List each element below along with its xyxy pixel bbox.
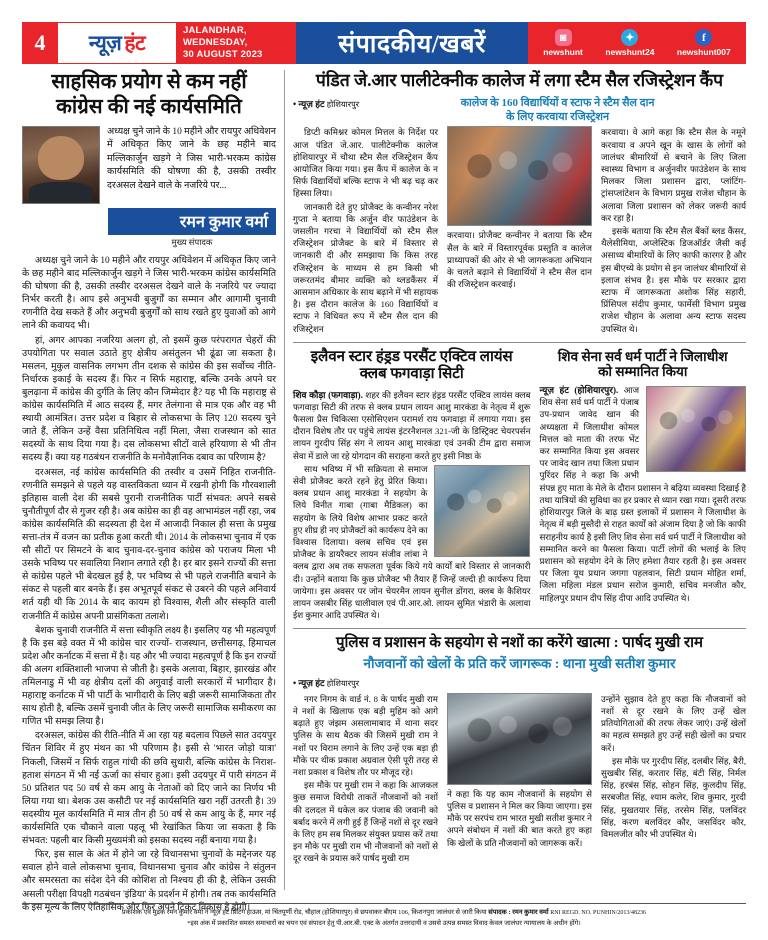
paragraph: करवाया। प्रोजैक्ट कन्वीनर ने बताया कि स्टैम सैल के बारे में विस्तारपूर्वक प्रस्तुति व कालेज प्राध्यापकों की ओर से भी जागरूकता अभियान के चलते बढ़ाने से विद्यार्थियों ने स्टैम सैल दान की रजिस्ट्रेशन करवाई।: [447, 230, 592, 290]
paragraph: जानकारी देते हुए प्रोजैक्ट के कन्वीनर नरेश गुप्ता ने बताया कि अर्जुन वीर फाउंडेशन के जसलीन गरचा ने विद्यार्थियों को स्टैम सैल रजिस्ट्रेशन प्रोजैक्ट के बारे में विस्तार से जानकारी दी और समझाया कि किस तरह रजिस्ट्रेशन के माध्यम से हम किसी भी जरूरतमंद बीमार व्यक्ति को थ्लडकैंसर में आसमान अधिकार के साथ बढ़ाने में भी सहायक है। इस दौरान कालेज के 160 विद्यार्थियों व स्टाफ ने विधिवत रूप में स्टैम सैल दान की रजिस्ट्रेशन: [293, 201, 438, 334]
paragraph: करवाया। वे आगे कहा कि स्टैम सैल के नमूने करवाया व अपने खून के खास के लोगों को जालंधर बीमारियों से बचाने के लिए जिला स्वास्थ्य विभाग व अर्जुनवीर फाउंडेशन के साथ मिलकर जिला प्रशासन द्वारा, प्लांटिंग-ट्रांसप्लांटेशन के विभाग प्रमुख राजेश चौहान के अलावा जिला प्रशासन को लेकर जरूरी कार्य कर रहा है।: [601, 127, 746, 223]
article-police-drugs: [293, 635, 746, 865]
mid-article-pair: [293, 349, 746, 623]
logo-text-primary: न्यूज़: [88, 31, 122, 55]
editorial-column: [22, 70, 284, 913]
lions-club-headline-line1: इलैवन स्टार हंड्रड परसैंट एक्टिव लायंस: [310, 348, 513, 365]
footer-editor: संपादक : रमन कुमार वर्मा: [488, 909, 549, 916]
social-twitter[interactable]: [605, 29, 654, 57]
shiv-sena-headline-line2: को सम्मानित किया: [598, 364, 688, 380]
lions-club-headline-line2: क्लब फगवाड़ा सिटी: [359, 366, 464, 383]
editorial-paragraph: अध्यक्ष चुने जाने के 10 महीने और रायपुर अधिवेशन में अधिकृत किए जाने के छह महीने बाद मल्लिकार्जुन खड़गे ने जिस भारी-भरकम कांग्रेस कार्यसमिति की घोषणा की है, उसकी तस्वीर दरअसल देखने वाले के नजरिये पर ज्यादा निर्भर करती है। आप इसे अनुभवी बुजुर्गों का सम्मान और आगामी चुनावी रणनीति देख सकते हैं और अनुभवी बुजुर्गों को साथ रखते हुए युवाओं को आगे लाने की कवायद भी।: [22, 256, 276, 332]
page-number: 4: [22, 22, 58, 64]
editor-portrait: [22, 126, 100, 204]
editorial-paragraph: फिर, इस साल के अंत में होने जा रहे विधानसभा चुनावों के मद्देनजर यह सवाल होने वाले लोकसभा चुनाव, विधानसभा चुनाव और कांग्रेस ने संतुलन और समरसता का संदेश देने की कोशिश तो निश्चय ही की है, लेकिन उसकी असली परीक्षा विपक्षी गठबंधन 'इंडिया' के प्रदर्शन में होगी। तब तक कार्यसमिति के इस मूल्य के लिए ऐतिहासिक और फिर अपने टिकट विकास है होगी।: [22, 850, 276, 913]
editorial-paragraph: बेशक चुनावी राजनीति में सत्ता स्वीकृति लक्ष्य है। इसलिए यह भी महत्वपूर्ण है कि इस बड़े वक्त में भी कांग्रेस चार राज्यों- राजस्थान, छत्तीसगढ़, हिमाचल प्रदेश और कर्नाटक में सत्ता में है। यह और भी ज्यादा महत्वपूर्ण है कि इन राज्यों की अलग शक्तिशाली भाजपा से जीती है। इसके अलावा, बिहार, झारखंड और तमिलनाडु में भी वह क्षेत्रीय दलों की अगुवाई वाली सरकारों में भागीदार है। महाराष्ट्र कर्नाटक में भी पार्टी के भागीदारी के लिए बड़ी जरूरी सामाजिकता तौर साथ होती है, बल्कि उसमें चुनावी जीत के लिए जरूरी सामाजिक समीकरण का गणित भी समझ लिया है।: [22, 625, 276, 728]
credit-city: होशियारपुर: [326, 678, 360, 688]
police-drugs-body-col3: [601, 693, 746, 866]
credit-brand: • न्यूज़ हंट: [293, 677, 325, 688]
paragraph: नगर निगम के वार्ड नं. 8 के पार्षद मुखी राम ने नशों के खिलाफ एक बड़ी मुहिम को आगे बढ़ाते हुए जंझम असलामाबाद में थाना सदर पुलिस के साथ बैठक की जिसमें मुखी राम ने नशों पर विराम लगाने के लिए उन्हें एक बड़ा ही मौके पर थीक प्रकाश अग्रवाल ऐसी पूरी तरह से नशा प्रकाश व विशेष तौर पर मौजूद रहे।: [293, 693, 438, 777]
page-footer: [22, 903, 746, 928]
paragraph: इस मौके पर गुरदीप सिंह, दलबीर सिंह, बैरी, सुखबीर सिंह, करतार सिंह, बंटी सिंह, निर्मल सिंह, हरबंस सिंह, सोहन सिंह, कुलदीप सिंह, सरबजीत सिंह, श्याम कलेर, शिव कुमार, गुरदी सिंह, मुखतयार सिंह, तरसेम सिंह, पलविंदर सिंह, करण बलविंदर कौर, जसविंदर कौर, विमलजीत कौर भी उपस्थित थे।: [601, 755, 746, 840]
shiv-sena-credit: न्यूज़ हंट (होशियारपुर).: [539, 385, 619, 396]
facebook-icon: f: [695, 29, 712, 46]
paragraph: इसके बताया कि स्टैम सैल बैंकों ब्लड कैंसर, थैलेसीमिया, अप्लेस्टिक डिजऑर्डर जैसी कई असाध्य बीमारियों के लिए काफी कारगर है और इस बीएच्ये के प्रयोग से इन जालंधर बीमारियों से इलाज संभव है। इस मौके पर सरकार द्वारा स्टाफ में जागरूकता अशोक सिंह सहारी, प्रिंसिपल संदीप कुमार, फार्मेसी विभाग प्रमुख राजेश चौहान के अलावा अन्य स्टाफ सदस्य उपस्थित थे।: [601, 225, 746, 334]
news-column: [284, 70, 746, 890]
twitter-icon: ✦: [621, 29, 638, 46]
shiv-sena-body: [539, 384, 746, 604]
lions-club-credit: शिव कौड़ा (फगवाड़ा).: [293, 389, 363, 400]
editor-role: मुख्य संपादक: [171, 237, 213, 247]
stem-cell-subhead-line2: के लिए करवाया रजिस्ट्रेशन: [506, 111, 610, 124]
credit-brand: • न्यूज़ हंट: [293, 99, 325, 110]
instagram-icon: ◙: [555, 29, 572, 46]
social-instagram[interactable]: [543, 29, 583, 57]
paragraph: उन्होंने सुझाव देते हुए कहा कि नौजवानों को नशों से दूर रखने के लिए उन्हें खेल प्रतियोगिताओं की तरफ लेकर जाएं। उन्हें खेलों का महत्व समझते हुए उन्हें सही खेलों का प्रचार करें।: [601, 693, 746, 753]
footer-registration: RNI REGD. NO. PUNHIN/2013/48236: [550, 910, 647, 916]
instagram-handle: newshunt: [543, 47, 583, 57]
police-drugs-subhead: नौजवानों को खेलों के प्रति करें जागरूक : थाना मुखी सतीश कुमार: [363, 655, 676, 671]
stem-cell-subhead: [369, 96, 746, 124]
divider: [293, 628, 746, 629]
masthead: [22, 22, 746, 64]
paragraph: साथ भविष्य में भी सक्रियता से समाज सेवी प्रोजैक्ट करते रहने हेतु प्रेरित किया। क्लब प्रधान आशु मारकंडा ने सहयोग के लिये विनीत गाबा (गाबा मैडिकल) का सहयोग के लिये विशेष आभार प्रकट करते हुए शीघ्र ही नए प्रोजैक्टों को कार्यरूप देने का विश्वास दिलाया। क्लब सचिव एवं इस प्रोजैक्ट के डायरैक्टर लायन संजीव लांबा ने क्लब द्वारा अब तक सफलता पूर्वक किये गये कार्यों बारे विस्तार से जानकारी दी। उन्होंने बताया कि कुछ प्रोजैक्ट भी तैयार हैं जिन्हें जल्दी ही कार्यरूप दिया जायेगा। इस अवसर पर जोन चेयरमैन लायन सुनील डोंगरा, क्लब के कैशियर लायन जसबीर सिंह धालीवाल एवं पी.आर.ओ. लायन सुमित भंडारी के अलावा ईश कुमार आदि उपस्थित थे।: [293, 463, 531, 621]
divider: [293, 342, 746, 343]
lions-club-lead: [293, 389, 530, 462]
newspaper-logo: [58, 22, 176, 64]
shiv-sena-headline: [539, 349, 746, 380]
logo-text-secondary: हंट: [124, 31, 146, 55]
section-title: संपादकीय/खबरें: [296, 22, 528, 64]
dateline-line2: 30 AUGUST 2023: [183, 49, 263, 60]
article-shiv-sena: [539, 349, 746, 623]
credit-city: होशियारपुर: [326, 100, 360, 110]
paragraph: इस मौके पर मुखी राम ने कहा कि आजकल कुछ समाज विरोधी ताकतें नौजवानों को नशों की दलदल में धकेल कर पंजाब की जवानी को बर्बाद करने में लगी हुई हैं जिन्हें नशों से दूर रखने के लिए हम सब मिलकर संयुक्त प्रयास करें तथा इन मौके पर मुखी राम भी नौजवानों को नशों से दूर रखने के प्रयास करें पार्षद मुखी राम: [293, 780, 438, 864]
paragraph: डिप्टी कमिश्नर कोमल मित्तल के निर्देश पर आज पंडित जे.आर. पालीटेक्नीक कालेज होशियारपुर में चौथा स्टैम सैल रजिस्ट्रेशन कैंप आयोजित किया गया। इस कैंप में कालेज के न सिर्फ विद्यार्थियों बल्कि स्टाफ ने भी बढ़ चढ़ कर हिस्सा लिया।: [293, 127, 438, 199]
editorial-intro: [22, 126, 276, 204]
lions-club-headline: [293, 349, 530, 384]
footer-publisher: प्रकाशक एवं मुद्रक रमन कुमार वर्मा ने न्यूज़ हंट प्रिंटिंग हाऊस, मां चिंतपूर्णी रोड, चौहाल (होशियारपुर) से छपवाकर बीएम 106, किशनपुरा जालंधर से जारी किया: [121, 909, 487, 916]
facebook-handle: newshunt007: [676, 47, 731, 57]
editorial-paragraph: दरअसल, कांग्रेस की रीति-नीति में आ रहा यह बदलाव पिछले सात उदयपुर चिंतन शिविर में हुए मंथन का भी परिणाम है। इसी से 'भारत जोड़ो यात्रा' निकली, जिसमें न सिर्फ राहुल गांधी की छवि सुधारी, बल्कि कांग्रेस के निराश-हताश संगठन में भी नई ऊर्जा का संचार हुआ। इसी उदयपुर में पारी संगठन में 50 प्रतिशत पद 50 वर्ष से कम आयु के नेताओं को दिए जाने का निर्णय भी लिया गया था। बेशक उस कसौटी पर नई कार्यसमिति खरा नहीं उतरती है। 39 सदस्यीय मूल कार्यसमिति में मात्र तीन ही 50 वर्ष से कम आयु के हैं, मगर नई कार्यसमिति एक चौकाने वाला पहलू भी रेखांकित किया जा सकता है कि संभवत: पहली बार किसी मुख्यमंत्री को इसका सदस्य नहीं बनाया गया है।: [22, 731, 276, 847]
stem-cell-credit: [293, 97, 359, 110]
dateline-line1: JALANDHAR, WEDNESDAY,: [183, 25, 248, 48]
twitter-handle: newshunt24: [605, 47, 655, 57]
police-drugs-credit: [293, 676, 746, 689]
footer-imprint-line: [22, 908, 746, 919]
stem-cell-subhead-line1: कालेज के 160 विद्यार्थियों व स्टाफ ने स्टैम सैल दान: [460, 97, 655, 110]
stem-cell-body-col3: [601, 126, 746, 335]
editorial-paragraph: दरअसल, नई कांग्रेस कार्यसमिति की तस्वीर व उसमें निहित राजनीति-रणनीति समझने से पहले यह वास्तविकता ध्यान में रखनी होगी कि गौरवशाली इतिहास वाली देश की सबसे पुरानी राजनीतिक पार्टी संभवत: अपने सबसे चुनौतीपूर्ण दौर से गुजर रही है। अब कांग्रेस का ही वह आभामंडल नहीं रहा, जब कांग्रेस कार्यसमिति की सदस्यता ही देश में आजादी निकाल ही सत्ता के प्रमुख सत्ता-तंत्र में वजन का प्रतीक हुआ करती थी। 2014 के लोकसभा चुनाव में एक सौ सीटों पर सिमटने के बाद चुनाव-दर-चुनाव कांग्रेस को पराजय मिला भी उसके भविष्य पर सवालिया निशान लगाते रही है। हर बार इसने राज्यों की सत्ता से कांग्रेस पहले भी बेदखल हुई है, पर भविष्य से भी पहले राजनीति बचाने के संकट से पहली बार बनके हैं। इस अभूतपूर्व संकट से उबरने की पहले अनिवार्य शर्त यही थी कि 2014 के बाद कायम हो विश्वास, शैली और संस्कृति वाली राजनीति में कांग्रेस अपनी प्रासंगिकता तलाशे।: [22, 467, 276, 622]
article-lions-club: [293, 349, 530, 623]
paragraph: आज शिव सेना सर्व धर्म पार्टी ने पंजाब उप-प्रधान जावेद खान की अध्यक्षता में जिलाधीश कोमल मित्तल को माता की तरफ भेंट कर सम्मानित किया इस अवसर पर जावेद खान तथा जिला प्रधान पुरिंदर सिंह ने कहा कि अभी संपन्न हुए माता के मेले के दौरान प्रशासन ने बढ़िया व्यवस्था दिखाई है तथा यात्रियों की सुविधा का हर प्रकार से ध्यान रखा गया। दूसरी तरफ होशियारपुर जिले के बाढ़ ग्रस्त इलाकों में प्रशासन ने जिलाधीश के नेतृत्व में बड़ी मुस्तैदी से राहत कार्यों को अंजाम दिया है जो कि काफी सराहनीय कार्य है इसी लिए शिव सेना सर्व धर्म पार्टी ने जिलाधीश को सम्मानित करने का फैसला किया। पार्टी लोगों की भलाई के लिए प्रशासन को सहयोग देने के लिए हमेशा तैयार रहती है। इस अवसर पर जिला यूथ प्रधान जगगा पहलवान, सिटी प्रधान मोहित शर्मा, जिला महिला मंडल प्रधान सरोज कुमारी, सचिव मनजीत कौर, माहिलपुर प्रधान दीप सिंह दीपा आदि उपस्थित थे।: [539, 385, 746, 603]
editorial-body: [22, 255, 276, 915]
police-drugs-body-col2: [447, 693, 592, 866]
police-group-photo: [447, 693, 592, 785]
stem-cell-camp-photo: [447, 126, 592, 226]
police-drugs-body-col1: [293, 693, 438, 866]
police-drugs-headline: पुलिस व प्रशासन के सहयोग से नशों का करेंगे खात्मा : पार्षद मुखी राम: [336, 635, 703, 652]
footer-legal-line: *इस अंक में प्रकाशित समस्त समाचारों का चयन एवं संपादन हेतु पी.आर.बी. एक्ट के अंतर्गत उत्तरदायी व उससे उत्पन्न समस्त विवाद केवल जालंधर न्यायालय के अधीन होंगे।: [187, 919, 581, 927]
editorial-headline: [22, 70, 276, 120]
editorial-lede: अध्यक्ष चुने जाने के 10 महीने और रायपुर अधिवेशन में अधिकृत किए जाने के छह महीने बाद मल्लिकार्जुन खड़गे ने जिस भारी-भरकम कांग्रेस कार्यसमिति की घोषणा की है, उसकी तस्वीर दरअसल देखने वाले के नजरिये पर...: [107, 127, 276, 191]
paragraph: शहर की इलैवन स्टार हंड्रड परसैंट एक्टिव लायंस क्लब फगवाड़ा सिटी की तरफ से क्लब प्रधान लायन आशु मारकंडा के नेतृत्व में शुरू फैसला प्रैस चिकित्सा एसोसिएशन परामर्श राय फगवाड़ा में लगाया गया। इस दौरान विशेष तौर पर पहुंचे लायंस इंटरनैशनल 321-जी के डिस्ट्रिक्ट चेयरपर्सन लायन गुरदीप सिंह संग ने लायन आशु मारकंडा एवं उनकी टीम द्वारा समाज सेवा में डाले जा रहे योगदान की सराहना करते हुए इसी निष्ठा के: [293, 389, 531, 461]
stem-cell-body-col1: [293, 126, 438, 335]
dateline: [176, 22, 296, 64]
editorial-headline-line1: साहसिक प्रयोग से कम नहीं: [51, 71, 247, 93]
stem-cell-headline: पंडित जे.आर पालीटेक्नीक कालेज में लगा स्टैम सैल रजिस्ट्रेशन कैंप: [315, 70, 724, 90]
paragraph: ने कहा कि यह काम नौजवानों के सहयोग से पुलिस व प्रशासन ने मिल कर किया जाएगा। इस मौके पर सरपंच राम भारत मुखी सतीश कुमार ने अपने संबोधन में नशों की बात करते हुए कहा कि खेलों के प्रति नौजवानों को जागरूक करें।: [447, 788, 592, 848]
social-links: [528, 22, 746, 64]
shiv-sena-headline-line1: शिव सेना सर्व धर्म पार्टी ने जिलाधीश: [557, 348, 728, 364]
social-facebook[interactable]: [677, 29, 731, 57]
editor-name: रमन कुमार वर्मा: [108, 208, 276, 235]
article-stem-cell: [293, 70, 746, 336]
stem-cell-body-col2: [447, 126, 592, 335]
editorial-headline-line2: कांग्रेस की नई कार्यसमिति: [56, 96, 242, 118]
editorial-paragraph: हां, अगर आपका नजरिया अलग हो, तो इसमें कुछ परंपरागत चेहरों की उपयोगिता पर सवाल उठाते हुए क्षेत्रीय असंतुलन भी ढूंढा जा सकता है। मसलन, मुकुल वासनिक लगभग तीन दशक से कांग्रेस की इस सर्वोच्च नीति-निर्धारक इकाई के सदस्य हैं। फिर न सिर्फ महाराष्ट्र, बल्कि उनके अपने घर बुलढ़ाना में कांग्रेस की दुर्गति के लिए कौन जिम्मेदार है? यह भी कि महाराष्ट्र से कांग्रेस कार्यसमिति में आठ सदस्य हैं, मगर तेलंगाना से मात्र एक और वह भी स्थायी आमंत्रित। उत्तर प्रदेश व बिहार से लोकसभा के लिए 120 सदस्य चुने जाते हैं, लेकिन उन्हें वैसा प्रतिनिधित्व नहीं मिला, जैसा राजस्थान को सात सदस्यों के साथ दिया गया है। दस लोकसभा सीटों वाले हरियाणा से भी तीन सदस्य हैं। क्या यह गठबंधन राजनीति के मनोवैज्ञानिक दबाव का परिणाम है?: [22, 335, 276, 464]
shiv-sena-honour-photo: [646, 386, 746, 472]
lions-club-meeting-photo: [434, 465, 530, 557]
lions-club-body: [293, 389, 530, 622]
